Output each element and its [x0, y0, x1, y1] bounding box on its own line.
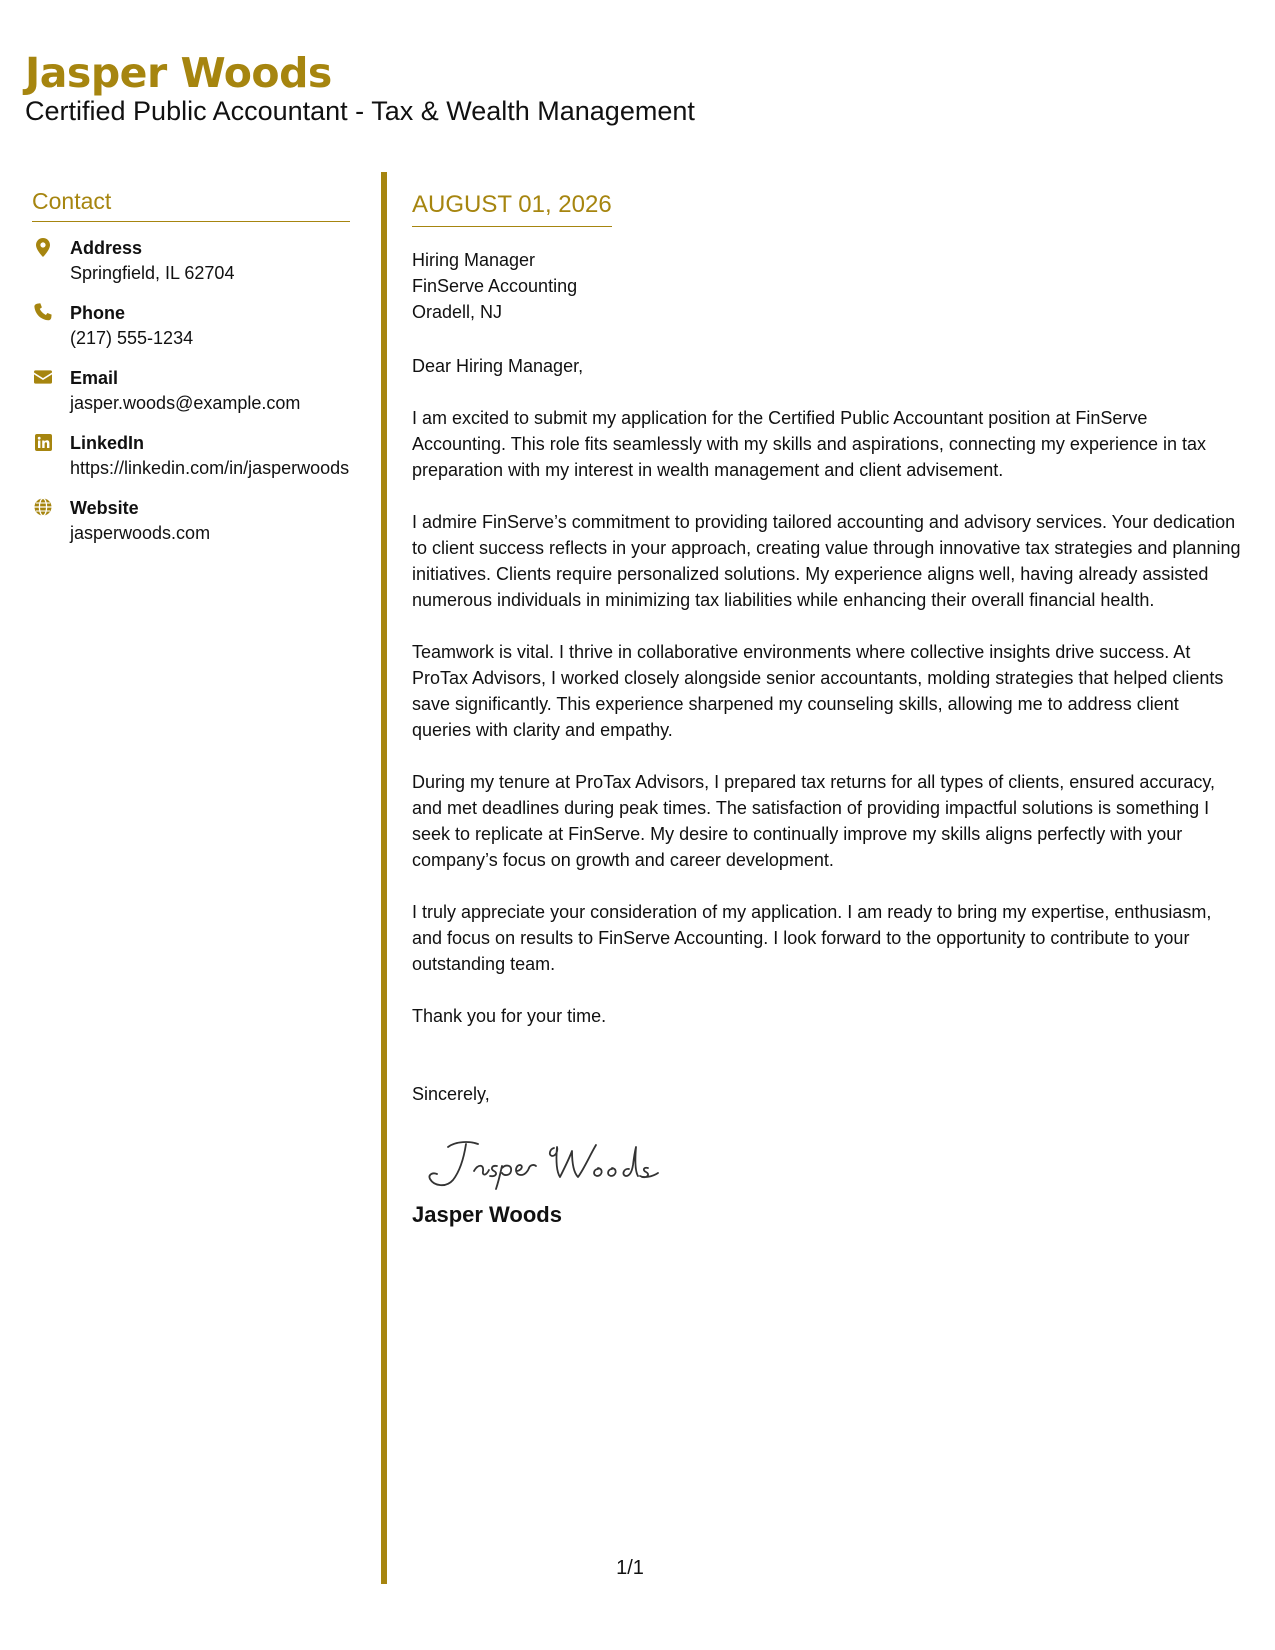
- contact-sidebar: [32, 186, 350, 561]
- contact-item-phone: [32, 301, 350, 351]
- page-number: 1/1: [616, 1557, 644, 1579]
- globe-icon: [34, 497, 52, 517]
- phone-icon: [34, 302, 52, 322]
- contact-list: [32, 236, 350, 546]
- applicant-name: Jasper Woods: [25, 49, 332, 97]
- map-pin-icon: [34, 237, 52, 257]
- contact-value: Springfield, IL 62704: [70, 263, 235, 283]
- contact-value: (217) 555-1234: [70, 328, 194, 348]
- letter-paragraph: I am excited to submit my application for the Certified Public Accountant position at FinServe Accounting. This role fits seamlessly with my skills and aspirations, connecting my experience in tax preparation with my interest in wealth management and client advisement.: [412, 408, 1207, 480]
- contact-label: Website: [70, 498, 139, 518]
- applicant-title: Certified Public Accountant - Tax & Wealth Management: [25, 96, 695, 126]
- contact-item-linkedin: [32, 431, 350, 481]
- contact-label: Email: [70, 368, 119, 388]
- letter-date: AUGUST 01, 2026: [412, 190, 612, 227]
- salutation: Dear Hiring Manager,: [412, 356, 584, 376]
- recipient-line: FinServe Accounting: [412, 276, 578, 296]
- letter-body: [412, 190, 1242, 1229]
- recipient-block: [412, 247, 1242, 325]
- letter-paragraph: Teamwork is vital. I thrive in collaborative environments where collective insights drive success. At ProTax Advisors, I worked closely alongside senior accountants, molding strategies that helped clients save significantly. This experience sharpened my counseling skills, allowing me to address client queries with clarity and empathy.: [412, 642, 1224, 740]
- contact-label: Address: [70, 238, 143, 258]
- letter-paragraph: During my tenure at ProTax Advisors, I prepared tax returns for all types of clients, ensured accuracy, and met deadlines during peak times. The satisfaction of providing impactful solutions is something I seek to replicate at FinServe. My desire to continually improve my skills aligns perfectly with your company’s focus on growth and career development.: [412, 772, 1216, 870]
- contact-value[interactable]: jasperwoods.com: [70, 523, 211, 543]
- envelope-icon: [34, 367, 52, 387]
- contact-value: jasper.woods@example.com: [70, 393, 301, 413]
- letter-header: [25, 48, 1225, 127]
- linkedin-icon: [34, 432, 52, 452]
- closing-thanks: Thank you for your time.: [412, 1006, 607, 1026]
- contact-label: Phone: [70, 303, 126, 323]
- recipient-line: Hiring Manager: [412, 250, 536, 270]
- handwritten-signature: [426, 1135, 1242, 1191]
- recipient-line: Oradell, NJ: [412, 302, 503, 322]
- vertical-divider: [381, 172, 387, 1584]
- contact-label: LinkedIn: [70, 433, 145, 453]
- contact-item-address: [32, 236, 350, 286]
- contact-value[interactable]: https://linkedin.com/in/jasperwoods: [70, 458, 350, 478]
- contact-item-email: [32, 366, 350, 416]
- sign-off: Sincerely,: [412, 1084, 490, 1104]
- contact-heading: Contact: [32, 186, 350, 222]
- contact-item-website: [32, 496, 350, 546]
- letter-paragraph: I truly appreciate your consideration of my application. I am ready to bring my expertise, enthusiasm, and focus on results to FinServe Accounting. I look forward to the opportunity to contribute to your outstanding team.: [412, 902, 1212, 974]
- signer-name: Jasper Woods: [412, 1202, 562, 1227]
- letter-paragraph: I admire FinServe’s commitment to providing tailored accounting and advisory services. Your dedication to client success reflects in your approach, creating value through innovative tax strategies and planning initiatives. Clients require personalized solutions. My experience aligns well, having already assisted numerous individuals in minimizing tax liabilities while enhancing their overall financial health.: [412, 512, 1241, 610]
